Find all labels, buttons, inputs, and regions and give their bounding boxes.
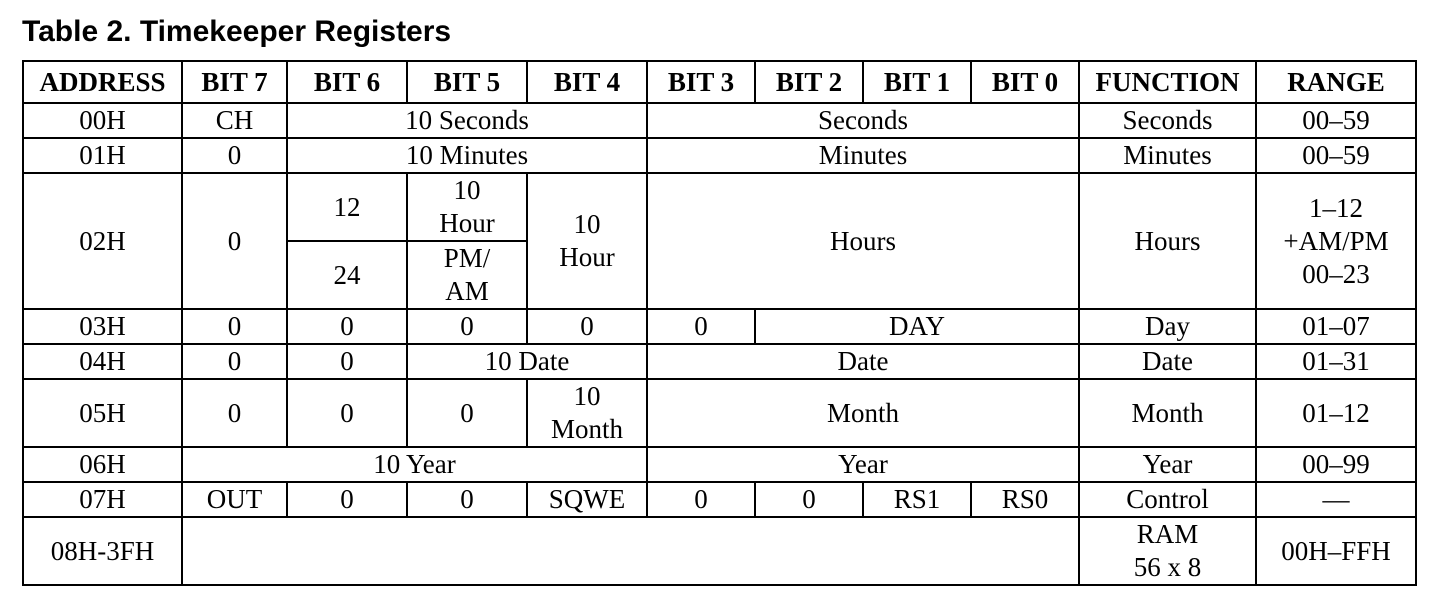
function-cell — [1079, 517, 1256, 585]
timekeeper-registers-table — [22, 60, 1417, 586]
bit4-cell: SQWE — [527, 482, 647, 517]
table-row — [23, 517, 1416, 585]
table-row — [23, 103, 1416, 138]
header-row — [23, 61, 1416, 103]
table-row — [23, 138, 1416, 173]
bits6-4-cell: 10 Minutes — [287, 138, 647, 173]
bit4-line1: 10 — [573, 381, 601, 411]
bit7-cell: 0 — [182, 173, 287, 309]
bits3-0-cell: Hours — [647, 173, 1079, 309]
bit4-10hour-cell — [527, 173, 647, 309]
bit3-cell: 0 — [647, 482, 755, 517]
range-cell: 01–07 — [1256, 309, 1416, 344]
bits7-4-cell: 10 Year — [182, 447, 647, 482]
bits3-0-cell: Minutes — [647, 138, 1079, 173]
bit4-10month-cell — [527, 379, 647, 447]
table-row — [23, 173, 1416, 241]
bit5-line2: Hour — [439, 208, 495, 238]
bit6-cell: 0 — [287, 379, 407, 447]
function-cell: Seconds — [1079, 103, 1256, 138]
function-cell: Hours — [1079, 173, 1256, 309]
function-line1: RAM — [1136, 519, 1199, 549]
bits3-0-cell: Month — [647, 379, 1079, 447]
table-row — [23, 344, 1416, 379]
bits5-4-cell: 10 Date — [407, 344, 647, 379]
address-cell: 03H — [23, 309, 182, 344]
header-bit7: BIT 7 — [182, 61, 287, 103]
address-cell: 05H — [23, 379, 182, 447]
range-line1: 1–12 — [1309, 192, 1363, 223]
header-range: RANGE — [1256, 61, 1416, 103]
header-bit5: BIT 5 — [407, 61, 527, 103]
header-bit4: BIT 4 — [527, 61, 647, 103]
range-cell: — — [1256, 482, 1416, 517]
range-cell: 00–59 — [1256, 103, 1416, 138]
range-cell — [1256, 173, 1416, 309]
bit7-cell: 0 — [182, 138, 287, 173]
bit5-pmam-cell — [407, 241, 527, 309]
range-cell: 00–99 — [1256, 447, 1416, 482]
address-cell: 08H-3FH — [23, 517, 182, 585]
function-cell: Day — [1079, 309, 1256, 344]
table-caption: Table 2. Timekeeper Registers — [22, 15, 452, 48]
function-cell: Month — [1079, 379, 1256, 447]
header-bit0: BIT 0 — [971, 61, 1079, 103]
bits-cell — [182, 517, 1079, 585]
bit5-line1: 10 — [453, 175, 481, 205]
header-bit3: BIT 3 — [647, 61, 755, 103]
bit7-cell: 0 — [182, 379, 287, 447]
bit6-cell: 0 — [287, 309, 407, 344]
function-cell: Year — [1079, 447, 1256, 482]
range-cell: 00–59 — [1256, 138, 1416, 173]
bit6-12-cell: 12 — [287, 173, 407, 241]
bit6-24-cell: 24 — [287, 241, 407, 309]
header-bit1: BIT 1 — [863, 61, 971, 103]
header-bit2: BIT 2 — [755, 61, 863, 103]
range-cell: 00H–FFH — [1256, 517, 1416, 585]
bit7-cell: OUT — [182, 482, 287, 517]
bit5-10hour-cell — [407, 173, 527, 241]
address-cell: 07H — [23, 482, 182, 517]
bit5-cell: 0 — [407, 379, 527, 447]
table-row — [23, 447, 1416, 482]
bit4-cell: 0 — [527, 309, 647, 344]
range-cell: 01–31 — [1256, 344, 1416, 379]
bit7-cell: CH — [182, 103, 287, 138]
range-cell: 01–12 — [1256, 379, 1416, 447]
function-line2: 56 x 8 — [1133, 552, 1202, 582]
bit5-line2: AM — [445, 276, 489, 306]
bit5-cell: 0 — [407, 309, 527, 344]
function-cell: Date — [1079, 344, 1256, 379]
bit2-cell: 0 — [755, 482, 863, 517]
table-row — [23, 309, 1416, 344]
function-cell: Control — [1079, 482, 1256, 517]
header-bit6: BIT 6 — [287, 61, 407, 103]
header-address: ADDRESS — [23, 61, 182, 103]
bit4-line1: 10 — [573, 209, 601, 239]
range-line2: +AM/PM — [1283, 225, 1389, 256]
address-cell: 04H — [23, 344, 182, 379]
bit6-cell: 0 — [287, 482, 407, 517]
bit7-cell: 0 — [182, 344, 287, 379]
bit1-cell: RS1 — [863, 482, 971, 517]
bit4-line2: Hour — [559, 242, 615, 272]
function-cell: Minutes — [1079, 138, 1256, 173]
bits2-0-cell: DAY — [755, 309, 1079, 344]
bit3-cell: 0 — [647, 309, 755, 344]
address-cell: 06H — [23, 447, 182, 482]
table-row — [23, 482, 1416, 517]
bit4-line2: Month — [550, 414, 623, 444]
bit5-cell: 0 — [407, 482, 527, 517]
header-function: FUNCTION — [1079, 61, 1256, 103]
bits6-4-cell: 10 Seconds — [287, 103, 647, 138]
table-row — [23, 379, 1416, 447]
range-line3: 00–23 — [1302, 258, 1370, 289]
bits3-0-cell: Date — [647, 344, 1079, 379]
address-cell: 02H — [23, 173, 182, 309]
bit0-cell: RS0 — [971, 482, 1079, 517]
address-cell: 01H — [23, 138, 182, 173]
bit6-cell: 0 — [287, 344, 407, 379]
bits3-0-cell: Seconds — [647, 103, 1079, 138]
address-cell: 00H — [23, 103, 182, 138]
bits3-0-cell: Year — [647, 447, 1079, 482]
bit5-line1: PM/ — [443, 243, 491, 273]
bit7-cell: 0 — [182, 309, 287, 344]
